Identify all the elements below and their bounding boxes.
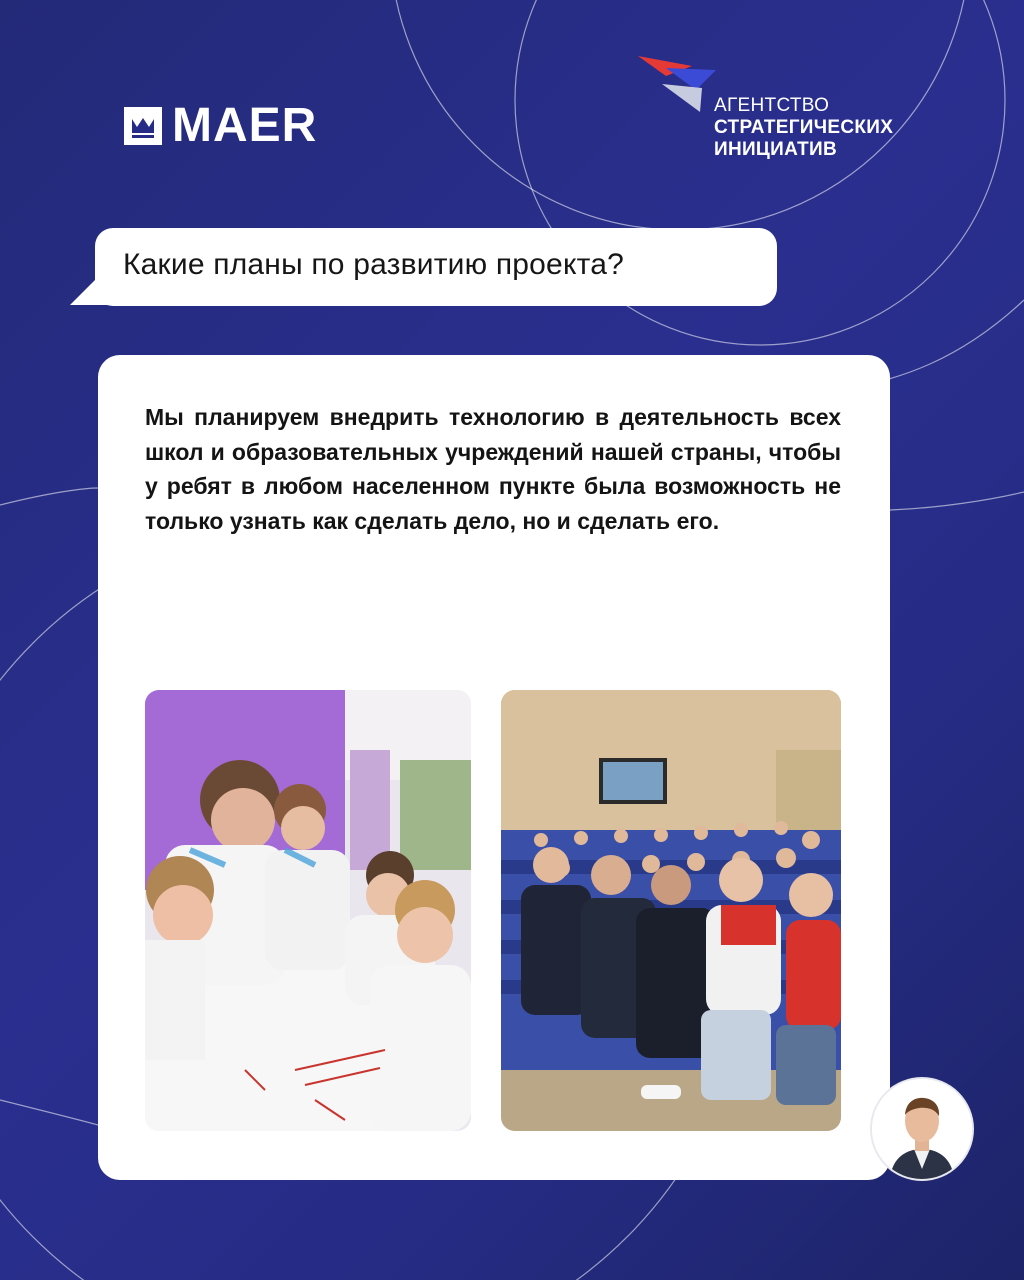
question-text: Какие планы по развитию проекта? bbox=[123, 248, 624, 281]
auditorium-audience-photo bbox=[501, 690, 841, 1131]
maer-logo-text: MAER bbox=[172, 99, 318, 152]
asi-logo bbox=[636, 54, 916, 174]
asi-logo-line-3: ИНИЦИАТИВ bbox=[714, 139, 838, 160]
answer-card bbox=[98, 355, 890, 1180]
speaker-avatar bbox=[872, 1079, 972, 1179]
students-workshop-photo bbox=[145, 690, 471, 1131]
asi-logo-line-1: АГЕНТСТВО bbox=[714, 95, 830, 116]
asi-arrow-icon bbox=[636, 54, 716, 114]
crown-icon bbox=[124, 107, 162, 145]
question-bubble bbox=[95, 228, 777, 306]
maer-logo bbox=[124, 99, 318, 152]
asi-logo-line-2: СТРАТЕГИЧЕСКИХ bbox=[714, 117, 894, 138]
answer-text: Мы планируем внедрить технологию в деятельность всех школ и образовательных учреждений нашей страны, чтобы у ребят в любом населенном пункте была возможность не только узнать как сделать дело, но и сделать его. bbox=[145, 404, 841, 534]
